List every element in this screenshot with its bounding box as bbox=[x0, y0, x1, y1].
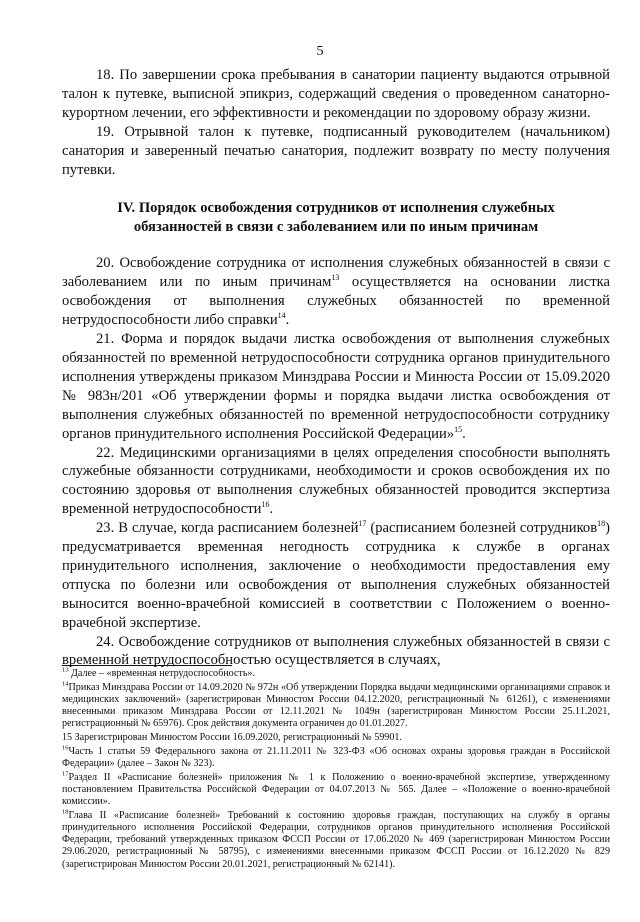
document-body bbox=[62, 66, 610, 670]
footnote-ref-17[interactable]: 17 bbox=[358, 519, 367, 529]
footnote-14: $^{14}$Приказ Минздрава России от 14.09.2020 № 972н «Об утверждении Порядка выдачи медицинскими организациями справок и медицинских заключений» (зарегистрирован Минюстом России 04.12.2020, регистрационный № 61261), с изменениями внесенными приказом Минздрава России от 12.11.2021 № 1049н (зарегистрирован Минюстом России 25.11.2021, регистрационный № 65976). Срок действия документа ограничен до 01.01.2027. bbox=[62, 680, 610, 730]
footnote-ref-14[interactable]: 14 bbox=[277, 311, 286, 321]
paragraph-20: 20. Освобождение сотрудника от исполнения служебных обязанностей в связи с заболеванием или по иным причинам$^{13}$ осуществляется на основании листка освобождения от выполнения служебных обязанностей по временной нетрудоспособности либо справки$^{14}$. bbox=[62, 255, 610, 329]
paragraph-21: 21. Форма и порядок выдачи листка освобождения от выполнения служебных обязанностей по временной нетрудоспособности сотрудника органов принудительного исполнения утверждены приказом Минздрава России и Минюста России от 15.09.2020 № 983н/201 «Об утверждении формы и порядка выдачи листка освобождения от выполнения служебных обязанностей по временной нетрудоспособности сотруднику органов принудительного исполнения Российской Федерации»$^{15}$. bbox=[62, 331, 610, 442]
footnote-16: $^{16}$Часть 1 статьи 59 Федерального закона от 21.11.2011 № 323-ФЗ «Об основах охраны здоровья граждан в Российской Федерации» (далее – Закон № 323). bbox=[62, 744, 610, 769]
footnotes-section bbox=[62, 665, 610, 872]
footnote-18: $^{18}$Глава II «Расписание болезней» Требований к состоянию здоровья граждан, поступающих на службу в органы принудительного исполнения Российской Федерации, сотрудников органов принудительного исполнения Российской Федерации, требований утвержденных приказом ФССП России от 17.06.2020 № 469 (зарегистрирован Минюстом России 29.06.2020, регистрационный № 58795), с изменениями внесенными приказом ФССП России от 16.12.2020 № 829 (зарегистрирован Минюстом России 20.01.2021, регистрационный № 62141). bbox=[62, 808, 610, 870]
section-heading: IV. Порядок освобождения сотрудников от исполнения служебных обязанностей в связи с заболеванием или по иным причинам bbox=[117, 200, 555, 236]
paragraph-19: 19. Отрывной талон к путевке, подписанный руководителем (начальником) санатория и заверенный печатью санатория, подлежит возврату по месту получения путевки. bbox=[62, 123, 610, 178]
footnote-15: 15 Зарегистрирован Минюстом России 16.09.2020, регистрационный № 59901. bbox=[62, 732, 402, 744]
footnote-ref-13[interactable]: 13 bbox=[331, 273, 340, 283]
footnote-ref-18[interactable]: 18 bbox=[597, 519, 606, 529]
footnote-divider bbox=[62, 665, 232, 666]
paragraph-24: 24. Освобождение сотрудников от выполнения служебных обязанностей в связи с временной нетрудоспособностью осуществляется в случаях, bbox=[62, 633, 610, 669]
paragraph-18: 18. По завершении срока пребывания в санатории пациенту выдаются отрывной талон к путевке, выписной эпикриз, содержащий сведения о проведенном санаторно-курортном лечении, его эффективности и рекомендации по здоровому образу жизни. bbox=[62, 67, 610, 121]
footnote-ref-15[interactable]: 15 bbox=[454, 424, 463, 434]
paragraph-23: 23. В случае, когда расписанием болезней$^{17}$ (расписанием болезней сотрудников$^{18}$) предусматривается временная негодность сотрудника к службе в органах принудительного исполнения, заключение о необходимости предоставления ему отпуска по болезни или освобождения от выполнения служебных обязанностей выносится военно-врачебной комиссией в соответствии с Положением о военно-врачебной экспертизе. bbox=[62, 519, 610, 631]
footnote-17: $^{17}$Раздел II «Расписание болезней» приложения № 1 к Положению о военно-врачебной экспертизе, утвержденному постановлением Правительства Российской Федерации от 04.07.2013 № 565. Далее – «Положение о военно-врачебной комиссии». bbox=[62, 770, 610, 808]
footnote-13: $^{13}$ Далее – «временная нетрудоспособность». bbox=[62, 666, 256, 679]
page-number: 5 bbox=[316, 44, 324, 59]
paragraph-22: 22. Медицинскими организациями в целях определения способности выполнять служебные обязанности сотрудниками, необходимости и сроков освобождения их по состоянию здоровья от выполнения служебных обязанностей проводится экспертиза временной нетрудоспособности$^{16}$. bbox=[62, 444, 610, 518]
footnote-ref-16[interactable]: 16 bbox=[261, 500, 270, 510]
